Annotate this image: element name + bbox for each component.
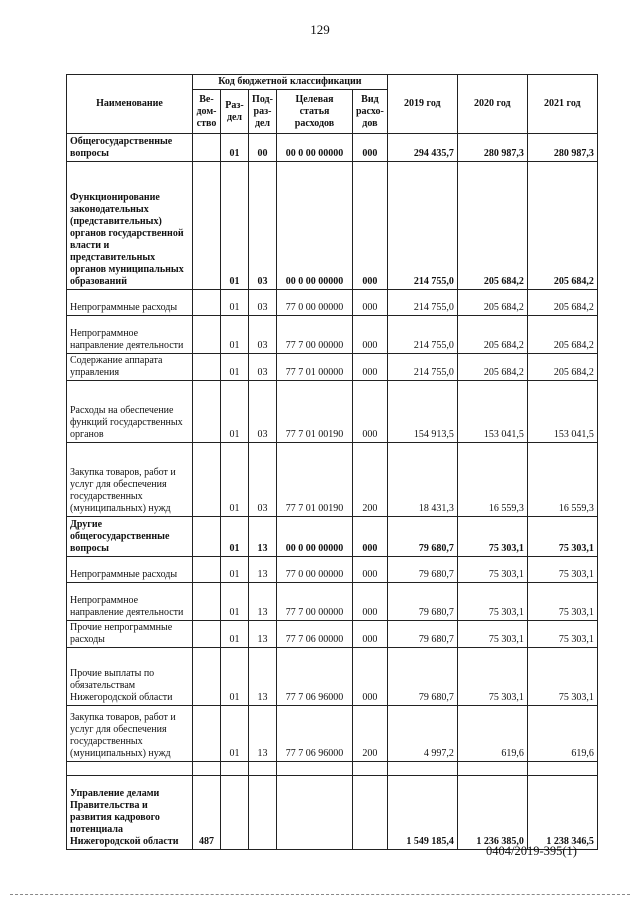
cell-y2021: 75 303,1 [527,621,597,648]
cell-name: Расходы на обеспечение функций государственных органов [67,381,193,443]
table-row [67,706,598,762]
cell-vid: 000 [353,316,388,354]
cell-target [277,776,353,850]
cell-vid: 000 [353,381,388,443]
header-2021: 2021 год [527,75,597,134]
cell-y2019: 79 680,7 [387,648,457,706]
cell-name: Функционирование законодательных (представительных) органов государственной власти и представительных органов муниципальных образований [67,162,193,290]
cell-name: Общегосударственные вопросы [67,134,193,162]
cell-razdel: 01 [221,134,249,162]
table-row [67,557,598,583]
cell-target [277,762,353,776]
cell-y2021: 16 559,3 [527,443,597,517]
cell-y2020: 205 684,2 [457,290,527,316]
header-2019: 2019 год [387,75,457,134]
cell-ved: 487 [193,776,221,850]
cell-razdel: 01 [221,381,249,443]
cell-ved [193,381,221,443]
budget-table [66,74,598,850]
cell-razdel: 01 [221,583,249,621]
cell-podrazdel: 13 [249,517,277,557]
cell-y2019: 294 435,7 [387,134,457,162]
table-row [67,381,598,443]
cell-y2020: 75 303,1 [457,517,527,557]
cell-vid: 000 [353,354,388,381]
table-row [67,621,598,648]
cell-podrazdel: 03 [249,381,277,443]
cell-y2019: 79 680,7 [387,583,457,621]
cell-name: Закупка товаров, работ и услуг для обеспечения государственных (муниципальных) нужд [67,706,193,762]
cell-ved [193,134,221,162]
cell-ved [193,354,221,381]
cell-vid [353,776,388,850]
cell-y2021: 205 684,2 [527,290,597,316]
cell-name: Содержание аппарата управления [67,354,193,381]
cell-vid: 200 [353,706,388,762]
table-row [67,162,598,290]
header-razdel: Раз- дел [221,90,249,134]
cell-y2019: 18 431,3 [387,443,457,517]
cell-y2020: 1 236 385,0 [457,776,527,850]
cell-target: 77 7 06 00000 [277,621,353,648]
cell-y2021: 205 684,2 [527,316,597,354]
cell-podrazdel: 13 [249,557,277,583]
cell-target: 77 7 00 00000 [277,583,353,621]
cell-ved [193,517,221,557]
cell-vid: 000 [353,648,388,706]
cell-vid: 000 [353,134,388,162]
cell-vid: 000 [353,621,388,648]
cell-target: 00 0 00 00000 [277,162,353,290]
cell-y2019: 1 549 185,4 [387,776,457,850]
table-row [67,776,598,850]
cell-y2021: 75 303,1 [527,648,597,706]
cell-y2020 [457,762,527,776]
cell-y2019: 214 755,0 [387,162,457,290]
header-name: Наименование [67,75,193,134]
cell-ved [193,443,221,517]
cell-razdel: 01 [221,557,249,583]
cell-podrazdel: 03 [249,443,277,517]
cell-y2021: 205 684,2 [527,354,597,381]
cell-podrazdel [249,762,277,776]
cell-vid: 200 [353,443,388,517]
cell-vid [353,762,388,776]
table-row [67,517,598,557]
cell-y2020: 280 987,3 [457,134,527,162]
table-row [67,316,598,354]
table-row [67,290,598,316]
cell-y2020: 75 303,1 [457,621,527,648]
cell-podrazdel: 03 [249,162,277,290]
cell-ved [193,316,221,354]
cell-y2021: 205 684,2 [527,162,597,290]
cell-target: 77 0 00 00000 [277,557,353,583]
cell-y2021: 153 041,5 [527,381,597,443]
cell-y2020: 619,6 [457,706,527,762]
document-number: 0404/2019-395(1) [486,844,577,858]
cell-target: 77 7 00 00000 [277,316,353,354]
cell-y2020: 205 684,2 [457,354,527,381]
cell-ved [193,557,221,583]
cell-target: 00 0 00 00000 [277,517,353,557]
table-row [67,583,598,621]
cell-y2021: 619,6 [527,706,597,762]
cell-target: 77 0 00 00000 [277,290,353,316]
cell-y2019: 4 997,2 [387,706,457,762]
cell-y2021: 280 987,3 [527,134,597,162]
header-podrazdel: Под- раз- дел [249,90,277,134]
cell-target: 00 0 00 00000 [277,134,353,162]
table-row [67,443,598,517]
cell-ved [193,290,221,316]
cell-y2020: 153 041,5 [457,381,527,443]
cell-name [67,762,193,776]
cell-razdel: 01 [221,316,249,354]
cell-razdel: 01 [221,354,249,381]
cell-target: 77 7 06 96000 [277,706,353,762]
cell-y2021 [527,762,597,776]
table-row [67,762,598,776]
cell-vid: 000 [353,583,388,621]
cell-y2019: 154 913,5 [387,381,457,443]
header-code-group: Код бюджетной классификации [193,75,388,90]
cell-podrazdel: 00 [249,134,277,162]
page-number: 129 [310,22,330,37]
cell-podrazdel: 03 [249,354,277,381]
table-row [67,354,598,381]
cell-vid: 000 [353,162,388,290]
cell-podrazdel: 13 [249,706,277,762]
cell-podrazdel: 13 [249,648,277,706]
scan-edge-line [10,894,630,895]
header-vid: Вид расхо- дов [353,90,388,134]
cell-y2019: 79 680,7 [387,557,457,583]
cell-razdel: 01 [221,706,249,762]
cell-name: Управление делами Правительства и развития кадрового потенциала Нижегородской области [67,776,193,850]
cell-y2021: 1 238 346,5 [527,776,597,850]
cell-ved [193,621,221,648]
cell-y2021: 75 303,1 [527,517,597,557]
cell-podrazdel: 03 [249,316,277,354]
cell-name: Прочие непрограммные расходы [67,621,193,648]
cell-podrazdel: 13 [249,583,277,621]
cell-ved [193,648,221,706]
header-2020: 2020 год [457,75,527,134]
cell-ved [193,762,221,776]
header-target: Целевая статья расходов [277,90,353,134]
cell-target: 77 7 01 00000 [277,354,353,381]
cell-y2020: 75 303,1 [457,557,527,583]
cell-y2019: 214 755,0 [387,316,457,354]
cell-podrazdel: 13 [249,621,277,648]
cell-y2021: 75 303,1 [527,557,597,583]
cell-name: Непрограммное направление деятельности [67,316,193,354]
cell-razdel: 01 [221,648,249,706]
cell-ved [193,706,221,762]
cell-y2019: 79 680,7 [387,621,457,648]
cell-target: 77 7 01 00190 [277,381,353,443]
cell-podrazdel [249,776,277,850]
cell-name: Непрограммные расходы [67,290,193,316]
cell-podrazdel: 03 [249,290,277,316]
cell-y2020: 205 684,2 [457,316,527,354]
cell-razdel [221,776,249,850]
cell-name: Непрограммное направление деятельности [67,583,193,621]
cell-target: 77 7 06 96000 [277,648,353,706]
cell-vid: 000 [353,517,388,557]
cell-razdel: 01 [221,443,249,517]
cell-y2020: 16 559,3 [457,443,527,517]
cell-razdel: 01 [221,517,249,557]
cell-razdel: 01 [221,290,249,316]
cell-y2019: 214 755,0 [387,290,457,316]
cell-name: Другие общегосударственные вопросы [67,517,193,557]
table-body [67,134,598,850]
cell-ved [193,162,221,290]
table-row [67,134,598,162]
cell-razdel [221,762,249,776]
cell-y2019 [387,762,457,776]
header-ved: Ве- дом- ство [193,90,221,134]
cell-name: Закупка товаров, работ и услуг для обеспечения государственных (муниципальных) нужд [67,443,193,517]
cell-target: 77 7 01 00190 [277,443,353,517]
cell-ved [193,583,221,621]
cell-y2020: 205 684,2 [457,162,527,290]
cell-razdel: 01 [221,162,249,290]
cell-name: Прочие выплаты по обязательствам Нижегородской области [67,648,193,706]
cell-y2019: 79 680,7 [387,517,457,557]
cell-y2019: 214 755,0 [387,354,457,381]
cell-razdel: 01 [221,621,249,648]
cell-vid: 000 [353,290,388,316]
table-row [67,648,598,706]
cell-vid: 000 [353,557,388,583]
cell-y2021: 75 303,1 [527,583,597,621]
cell-y2020: 75 303,1 [457,648,527,706]
cell-name: Непрограммные расходы [67,557,193,583]
cell-y2020: 75 303,1 [457,583,527,621]
